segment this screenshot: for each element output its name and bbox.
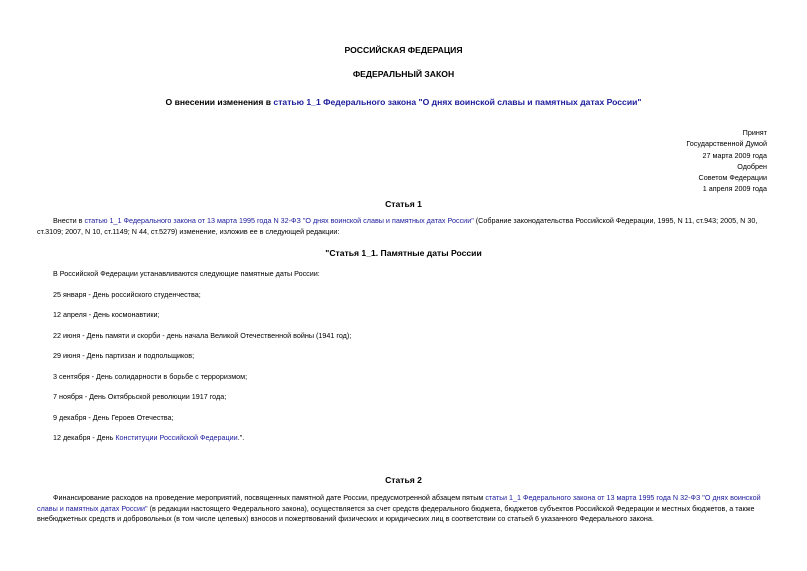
adoption-line: Одобрен xyxy=(737,161,767,171)
list-item: 25 января - День российского студенчества; xyxy=(53,290,201,299)
list-item: 12 апреля - День космонавтики; xyxy=(53,310,160,319)
article1-intro-prefix: Внести в xyxy=(53,216,85,225)
list-item: 7 ноября - День Октябрьской революции 1917 года; xyxy=(53,392,227,401)
country-heading: РОССИЙСКАЯ ФЕДЕРАЦИЯ xyxy=(344,45,463,55)
adoption-line: Государственной Думой xyxy=(686,139,767,149)
article1-heading: Статья 1 xyxy=(385,199,422,209)
article2-text-suffix: (в редакции настоящего Федерального закона), осуществляется за счет средств федерального бюджета, бюджетов субъектов Российской Федерации и местных бюджетов, а также внебюджетных средств и добровольных (в том числе целевых) взносов и пожертвований физических и юридических лиц в соответствии со статьей 6 указанного Федерального закона. xyxy=(37,503,755,523)
law-reference-link[interactable]: статью 1_1 Федерального закона от 13 марта 1995 года N 32-ФЗ "О днях воинской славы и памятных датах России" xyxy=(84,216,474,225)
article2-text-prefix: Финансирование расходов на проведение мероприятий, посвященных памятной дате России, предусмотренной абзацем пятым xyxy=(53,493,486,502)
list-item: 3 сентября - День солидарности в борьбе с терроризмом; xyxy=(53,372,248,381)
adoption-line: 1 апреля 2009 года xyxy=(702,184,767,194)
dates-lead: В Российской Федерации устанавливаются следующие памятные даты России: xyxy=(53,269,320,278)
list-item: 29 июня - День партизан и подпольщиков; xyxy=(53,351,195,360)
adoption-line: Принят xyxy=(742,128,767,137)
article2-text xyxy=(37,493,769,525)
law-title-link[interactable]: статью 1_1 Федерального закона "О днях воинской славы и памятных датах России" xyxy=(273,97,642,107)
adoption-line: Советом Федерации xyxy=(698,173,767,183)
list-item: 22 июня - День памяти и скорби - день начала Великой Отечественной войны (1941 год); xyxy=(53,331,352,340)
law-type-heading: ФЕДЕРАЛЬНЫЙ ЗАКОН xyxy=(352,69,455,79)
new-article-heading: "Статья 1_1. Памятные даты России xyxy=(325,248,482,258)
list-item: 9 декабря - День Героев Отечества; xyxy=(53,413,174,422)
adoption-line: 27 марта 2009 года xyxy=(702,150,767,160)
article2-heading: Статья 2 xyxy=(385,475,422,485)
law-title xyxy=(0,97,807,107)
law-title-prefix: О внесении изменения в xyxy=(165,97,274,107)
last-item-suffix: .". xyxy=(237,433,245,442)
article1-intro-suffix: (Собрание законодательства Российской Федерации, 1995, N 11, ст.943; 2005, N 30, ст.3109; 2007, N 10, ст.1149; N 44, ст.5279) изменение, изложив ее в следующей редакции: xyxy=(37,216,758,236)
law-reference-link-2[interactable]: статьи 1_1 Федерального закона от 13 марта 1995 года N 32-ФЗ "О днях воинской славы и памятных датах России" xyxy=(37,493,761,513)
last-item-prefix: 12 декабря - День xyxy=(53,433,116,442)
constitution-link[interactable]: Конституции Российской Федерации xyxy=(115,433,238,442)
adoption-block xyxy=(567,127,767,195)
list-item-last xyxy=(53,433,244,443)
article1-intro xyxy=(37,216,769,237)
